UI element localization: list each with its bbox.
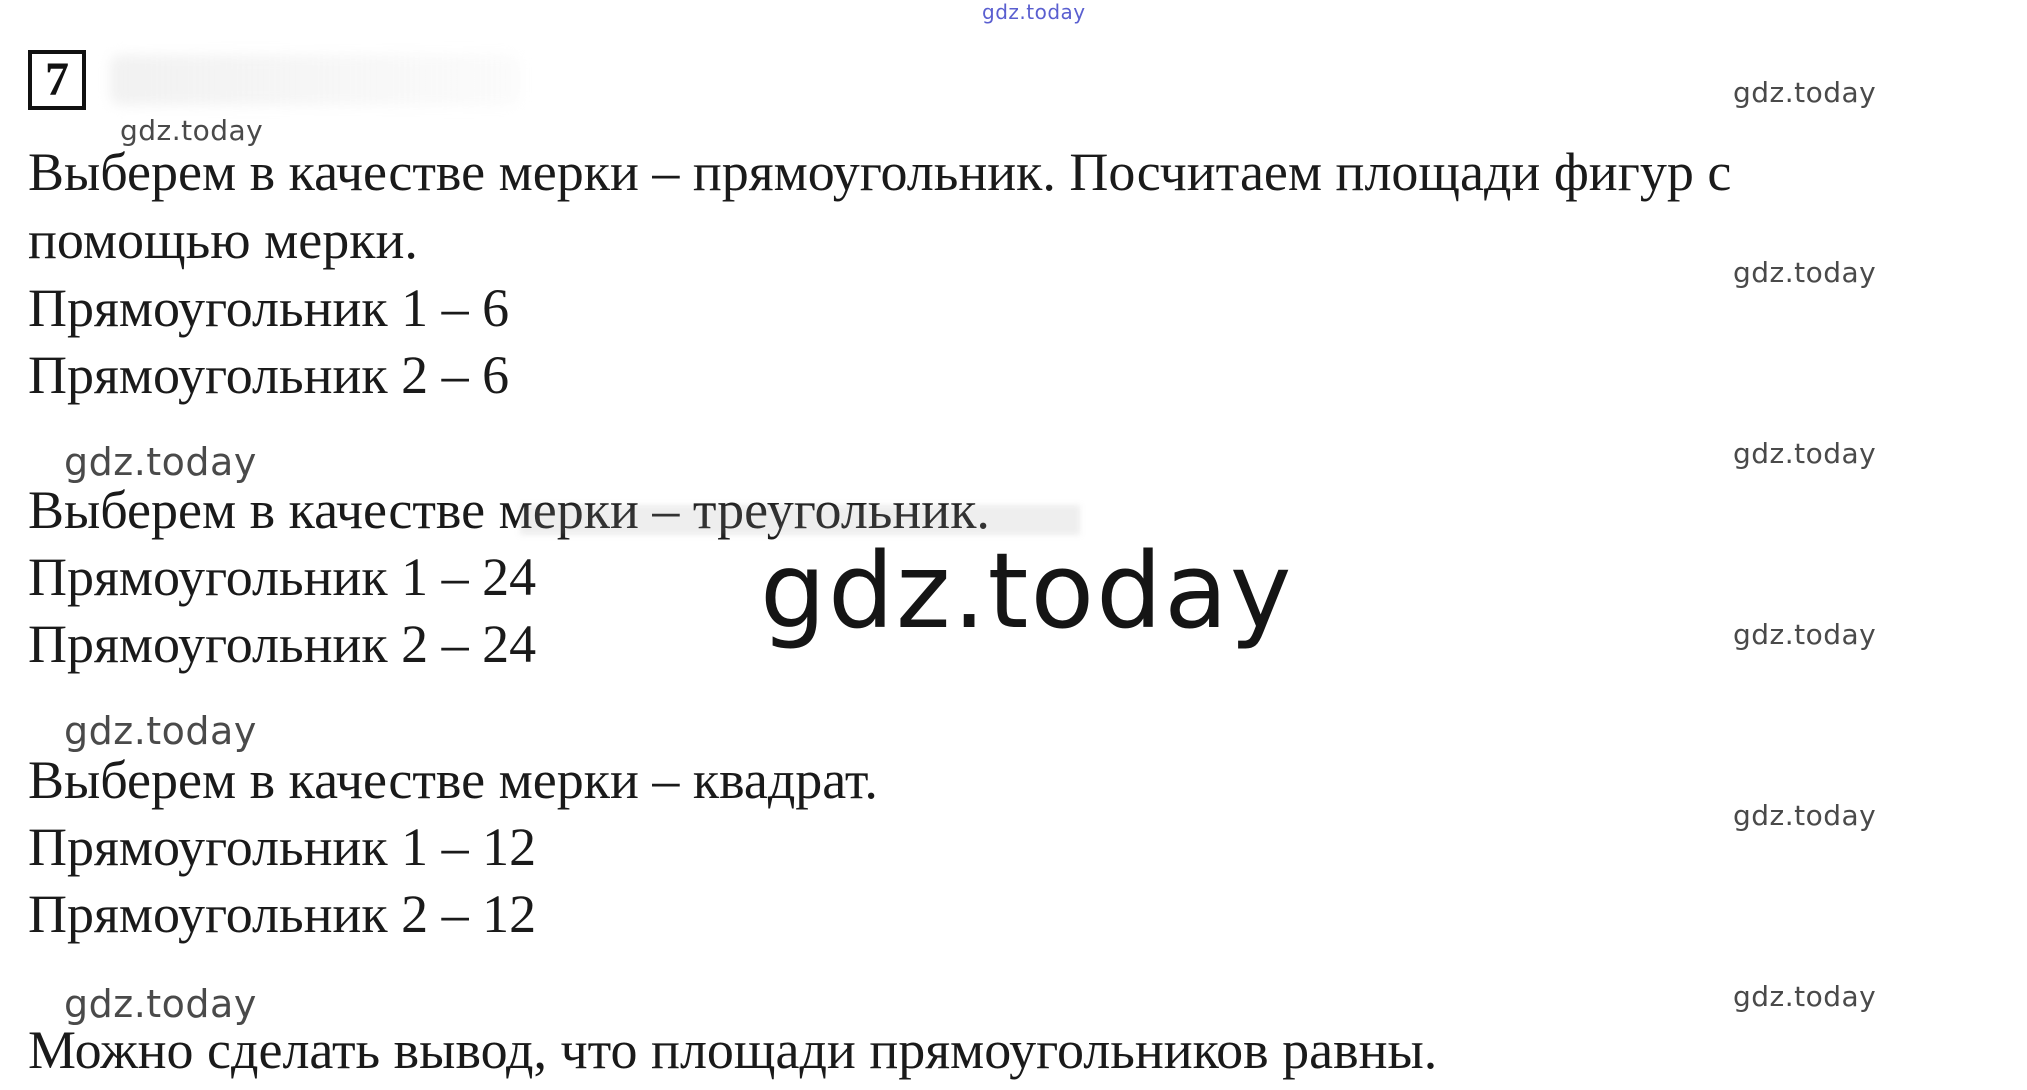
triangle-measure-heading: Выберем в качестве мерки – треугольник. <box>28 480 990 540</box>
watermark-left-2: gdz.today <box>64 709 257 753</box>
triangle-measure-result-1: Прямоугольник 1 – 24 <box>28 547 537 607</box>
watermark-center: gdz.today <box>760 530 1294 652</box>
watermark-right-4: gdz.today <box>1733 618 1877 651</box>
watermark-right-3: gdz.today <box>1733 437 1877 470</box>
watermark-left-3: gdz.today <box>64 982 257 1026</box>
rectangle-measure-result-2: Прямоугольник 2 – 6 <box>28 345 510 405</box>
square-measure-result-1: Прямоугольник 1 – 12 <box>28 817 537 877</box>
intro-line-1: Выберем в качестве мерки – прямоугольник. Посчитаем площади фигур с <box>28 142 1732 202</box>
watermark-left-1: gdz.today <box>64 440 257 484</box>
watermark-right-2: gdz.today <box>1733 256 1877 289</box>
square-measure-heading: Выберем в качестве мерки – квадрат. <box>28 750 878 810</box>
conclusion-line: Можно сделать вывод, что площади прямоугольников равны. <box>28 1020 1438 1080</box>
faded-title-graphic <box>110 55 520 105</box>
task-number-box: 7 <box>28 50 86 110</box>
rectangle-measure-result-1: Прямоугольник 1 – 6 <box>28 278 510 338</box>
watermark-right-6: gdz.today <box>1733 980 1877 1013</box>
triangle-measure-result-2: Прямоугольник 2 – 24 <box>28 614 537 674</box>
intro-line-2: помощью мерки. <box>28 210 418 270</box>
watermark-right-5: gdz.today <box>1733 799 1877 832</box>
square-measure-result-2: Прямоугольник 2 – 12 <box>28 884 537 944</box>
watermark-right-1: gdz.today <box>1733 76 1877 109</box>
watermark-top: gdz.today <box>982 0 1086 24</box>
watermark-header-left: gdz.today <box>120 114 264 147</box>
